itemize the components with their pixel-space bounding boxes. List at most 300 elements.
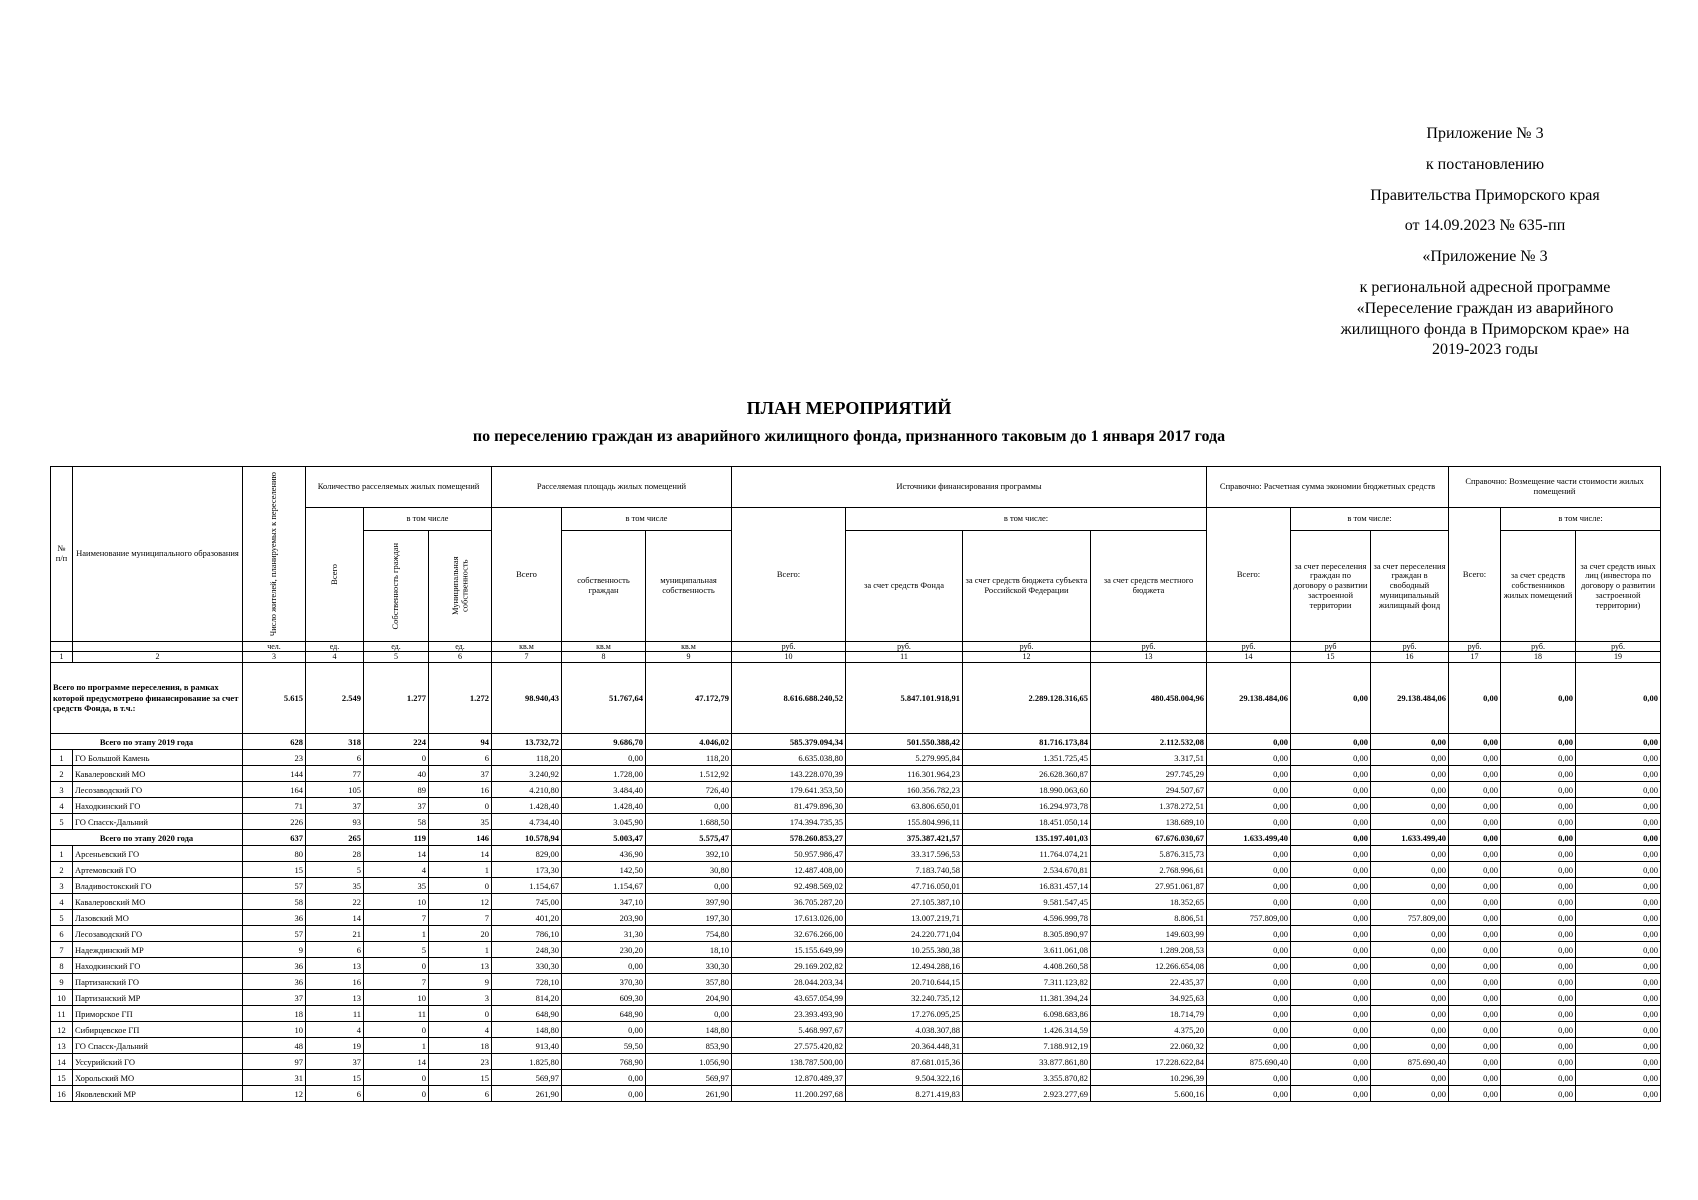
table-row	[51, 894, 1661, 910]
table-cell: 0,00	[1291, 926, 1371, 942]
column-number-cell: 11	[846, 652, 963, 663]
table-cell: 0,00	[1207, 974, 1291, 990]
table-cell: 1.728,00	[562, 766, 646, 782]
table-cell: 11.764.074,21	[963, 846, 1091, 862]
table-cell: 0,00	[1501, 1038, 1576, 1054]
unit-cell: руб.	[1207, 642, 1291, 652]
municipality-name: Владивостокский ГО	[73, 878, 243, 894]
savings-development-header: за счет переселения граждан по договору о развитии застроенной территории	[1291, 531, 1371, 642]
table-row	[51, 846, 1661, 862]
fund-header: за счет средств Фонда	[846, 531, 963, 642]
table-cell: 5.003,47	[562, 830, 646, 846]
table-cell: 0,00	[1449, 750, 1501, 766]
table-cell: 1.154,67	[492, 878, 562, 894]
unit-cell: руб.	[1501, 642, 1576, 652]
table-cell: 1.512,92	[646, 766, 732, 782]
table-cell: 0,00	[1576, 926, 1661, 942]
table-cell: 0,00	[1371, 1006, 1449, 1022]
table-cell: 31	[243, 1070, 306, 1086]
table-cell: 36	[243, 974, 306, 990]
table-cell: 37	[243, 990, 306, 1006]
table-cell: 0,00	[1291, 1086, 1371, 1102]
municipality-name: Находкинский ГО	[73, 798, 243, 814]
table-cell: 0,00	[1371, 766, 1449, 782]
municipality-name: Хорольский МО	[73, 1070, 243, 1086]
table-cell: 609,30	[562, 990, 646, 1006]
table-cell: 0,00	[1371, 926, 1449, 942]
row-number: 2	[51, 862, 73, 878]
table-cell: 0,00	[1207, 942, 1291, 958]
table-cell: 0,00	[1371, 1086, 1449, 1102]
reimb-total-header: Всего:	[1449, 508, 1501, 642]
table-cell: 0,00	[1207, 1070, 1291, 1086]
table-cell: 768,90	[562, 1054, 646, 1070]
table-cell: 12.266.654,08	[1091, 958, 1207, 974]
table-cell: 22.435,37	[1091, 974, 1207, 990]
table-cell: 16.294.973,78	[963, 798, 1091, 814]
table-cell: 23	[243, 750, 306, 766]
unit-cell: кв.м	[562, 642, 646, 652]
table-cell: 5.876.315,73	[1091, 846, 1207, 862]
column-number-cell: 9	[646, 652, 732, 663]
table-cell: 36	[243, 910, 306, 926]
table-cell: 1.426.314,59	[963, 1022, 1091, 1038]
table-cell: 37	[306, 798, 364, 814]
row-number: 12	[51, 1022, 73, 1038]
column-number-cell: 15	[1291, 652, 1371, 663]
table-cell: 4	[306, 1022, 364, 1038]
table-row	[51, 974, 1661, 990]
table-cell: 0,00	[1207, 846, 1291, 862]
table-cell: 0,00	[1449, 782, 1501, 798]
table-cell: 0,00	[1501, 814, 1576, 830]
row-number: 7	[51, 942, 73, 958]
table-cell: 1	[364, 926, 429, 942]
table-cell: 118,20	[646, 750, 732, 766]
table-cell: 0,00	[562, 1086, 646, 1102]
table-cell: 4.596.999,78	[963, 910, 1091, 926]
local-budget-header: за счет средств местного бюджета	[1091, 531, 1207, 642]
table-cell: 0,00	[646, 798, 732, 814]
area-municipal-header: муниципальная собственность	[646, 531, 732, 642]
rooms-incl-header: в том числе	[364, 508, 492, 531]
table-cell: 0,00	[1207, 878, 1291, 894]
annex-line-1: Приложение № 3	[1426, 125, 1544, 142]
table-cell: 5.600,16	[1091, 1086, 1207, 1102]
table-cell: 58	[243, 894, 306, 910]
table-cell: 0,00	[562, 958, 646, 974]
table-cell: 20.364.448,31	[846, 1038, 963, 1054]
table-cell: 0,00	[1501, 750, 1576, 766]
table-cell: 174.394.735,35	[732, 814, 846, 830]
annex-line-2: к постановлению	[1425, 155, 1545, 173]
table-cell: 0,00	[1449, 814, 1501, 830]
table-cell: 0,00	[1576, 814, 1661, 830]
table-cell: 87.681.015,36	[846, 1054, 963, 1070]
row-number: 13	[51, 1038, 73, 1054]
table-cell: 35	[306, 878, 364, 894]
savings-free-fund-header: за счет переселения граждан в свободный муниципальный жилищный фонд	[1371, 531, 1449, 642]
table-cell: 0,00	[1207, 1086, 1291, 1102]
table-cell: 18	[243, 1006, 306, 1022]
table-cell: 0,00	[1501, 878, 1576, 894]
table-cell: 297.745,29	[1091, 766, 1207, 782]
row-number: 6	[51, 926, 73, 942]
area-citizens-header: собственность граждан	[562, 531, 646, 642]
area-total-header: Всего	[492, 508, 562, 642]
table-cell: 261,90	[646, 1086, 732, 1102]
table-row	[51, 1070, 1661, 1086]
table-cell: 0,00	[1371, 1022, 1449, 1038]
table-cell: 0,00	[1449, 846, 1501, 862]
finance-total-header: Всего:	[732, 508, 846, 642]
table-cell: 0,00	[1576, 1006, 1661, 1022]
unit-cell: кв.м	[646, 642, 732, 652]
table-cell: 0,00	[1449, 798, 1501, 814]
table-row	[51, 1038, 1661, 1054]
table-cell: 0,00	[1291, 766, 1371, 782]
table-cell: 89	[364, 782, 429, 798]
column-number-cell: 1	[51, 652, 73, 663]
table-cell: 0,00	[1449, 734, 1501, 750]
table-cell: 105	[306, 782, 364, 798]
table-cell: 0,00	[646, 878, 732, 894]
table-cell: 0,00	[1291, 734, 1371, 750]
table-cell: 0,00	[1207, 1038, 1291, 1054]
table-cell: 2.289.128.316,65	[963, 663, 1091, 734]
annex-line-7: «Переселение граждан из аварийного	[1356, 299, 1614, 317]
table-cell: 330,30	[646, 958, 732, 974]
column-number-cell: 4	[306, 652, 364, 663]
unit-cell: ед.	[429, 642, 492, 652]
municipality-name: Сибирцевское ГП	[73, 1022, 243, 1038]
table-cell: 7.183.740,58	[846, 862, 963, 878]
row-number: 4	[51, 798, 73, 814]
table-cell: 0,00	[1449, 1038, 1501, 1054]
table-cell: 98.940,43	[492, 663, 562, 734]
document-subtitle: по переселению граждан из аварийного жилищного фонда, признанного таковым до 1 января 2017 года	[472, 428, 1226, 445]
table-cell: 1.351.725,45	[963, 750, 1091, 766]
table-cell: 2.534.670,81	[963, 862, 1091, 878]
table-cell: 3.355.870,82	[963, 1070, 1091, 1086]
table-cell: 726,40	[646, 782, 732, 798]
area-incl-header: в том числе	[562, 508, 732, 531]
table-cell: 18.352,65	[1091, 894, 1207, 910]
table-row	[51, 814, 1661, 830]
table-cell: 144	[243, 766, 306, 782]
table-cell: 10.578,94	[492, 830, 562, 846]
table-cell: 578.260.853,27	[732, 830, 846, 846]
table-cell: 3.317,51	[1091, 750, 1207, 766]
table-cell: 0	[364, 1070, 429, 1086]
row-number: 1	[51, 750, 73, 766]
table-cell: 0	[429, 1006, 492, 1022]
table-cell: 27.575.420,82	[732, 1038, 846, 1054]
table-cell: 0,00	[1449, 862, 1501, 878]
table-cell: 0,00	[1207, 798, 1291, 814]
table-cell: 375.387.421,57	[846, 830, 963, 846]
row-number: 14	[51, 1054, 73, 1070]
table-cell: 8.616.688.240,52	[732, 663, 846, 734]
table-row	[51, 910, 1661, 926]
table-cell: 21	[306, 926, 364, 942]
municipality-name: Кавалеровский МО	[73, 766, 243, 782]
rooms-total-header: Всего	[306, 508, 364, 642]
table-cell: 16	[306, 974, 364, 990]
table-cell: 14	[429, 846, 492, 862]
table-cell: 57	[243, 878, 306, 894]
table-row	[51, 926, 1661, 942]
table-cell: 0,00	[1449, 663, 1501, 734]
table-cell: 0,00	[1371, 878, 1449, 894]
resettlement-plan-table	[50, 466, 1661, 1102]
municipality-name: Лесозаводский ГО	[73, 926, 243, 942]
table-cell: 12.494.288,16	[846, 958, 963, 974]
table-cell: 913,40	[492, 1038, 562, 1054]
grand-total-row	[51, 663, 1661, 734]
table-cell: 0,00	[1207, 750, 1291, 766]
table-cell: 0,00	[1501, 1006, 1576, 1022]
table-cell: 226	[243, 814, 306, 830]
table-cell: 7	[364, 910, 429, 926]
table-cell: 1.428,40	[562, 798, 646, 814]
area-group-header: Расселяемая площадь жилых помещений	[492, 467, 732, 508]
column-number-cell: 16	[1371, 652, 1449, 663]
table-cell: 1.056,90	[646, 1054, 732, 1070]
table-cell: 0,00	[1449, 1086, 1501, 1102]
table-cell: 261,90	[492, 1086, 562, 1102]
row-number: 5	[51, 910, 73, 926]
table-cell: 3.484,40	[562, 782, 646, 798]
table-cell: 0,00	[1449, 942, 1501, 958]
table-cell: 3.611.061,08	[963, 942, 1091, 958]
table-cell: 8.271.419,83	[846, 1086, 963, 1102]
unit-cell: руб.	[1449, 642, 1501, 652]
table-cell: 0,00	[1576, 846, 1661, 862]
table-cell: 17.276.095,25	[846, 1006, 963, 1022]
column-number-cell: 18	[1501, 652, 1576, 663]
table-row	[51, 766, 1661, 782]
table-cell: 628	[243, 734, 306, 750]
row-number: 4	[51, 894, 73, 910]
table-cell: 0,00	[1449, 1054, 1501, 1070]
table-cell: 0,00	[1449, 926, 1501, 942]
table-cell: 0,00	[1291, 846, 1371, 862]
table-cell: 0,00	[1501, 1022, 1576, 1038]
table-cell: 35	[429, 814, 492, 830]
rooms-group-header: Количество расселяемых жилых помещений	[306, 467, 492, 508]
table-cell: 829,00	[492, 846, 562, 862]
municipality-name: ГО Спасск-Дальний	[73, 814, 243, 830]
table-cell: 57	[243, 926, 306, 942]
table-cell: 0,00	[1576, 1038, 1661, 1054]
table-cell: 0,00	[1576, 663, 1661, 734]
table-cell: 18,10	[646, 942, 732, 958]
table-cell: 32.240.735,12	[846, 990, 963, 1006]
table-cell: 0,00	[1501, 798, 1576, 814]
table-cell: 0	[364, 958, 429, 974]
reimb-incl-header: в том числе:	[1501, 508, 1661, 531]
table-cell: 10.296,39	[1091, 1070, 1207, 1086]
table-cell: 0,00	[1291, 663, 1371, 734]
table-cell: 0,00	[1449, 830, 1501, 846]
municipality-name: Уссурийский ГО	[73, 1054, 243, 1070]
stage-2020-total-row	[51, 830, 1661, 846]
table-cell: 29.169.202,82	[732, 958, 846, 974]
table-cell: 77	[306, 766, 364, 782]
table-cell: 80	[243, 846, 306, 862]
table-row	[51, 750, 1661, 766]
table-cell: 1.825,80	[492, 1054, 562, 1070]
table-cell: 1.633.499,40	[1207, 830, 1291, 846]
table-cell: 164	[243, 782, 306, 798]
col-name-header: Наименование муниципального образования	[73, 467, 243, 642]
table-cell: 648,90	[492, 1006, 562, 1022]
table-cell: 40	[364, 766, 429, 782]
table-cell: 50.957.986,47	[732, 846, 846, 862]
table-cell: 148,80	[646, 1022, 732, 1038]
table-cell: 0,00	[1291, 1006, 1371, 1022]
table-cell: 0,00	[1371, 974, 1449, 990]
annex-block	[1290, 124, 1680, 361]
table-cell: 3.045,90	[562, 814, 646, 830]
table-cell: 745,00	[492, 894, 562, 910]
table-cell: 47.716.050,01	[846, 878, 963, 894]
table-cell: 0,00	[1207, 766, 1291, 782]
table-cell: 0,00	[1291, 878, 1371, 894]
table-cell: 0,00	[1449, 1070, 1501, 1086]
table-cell: 0	[364, 750, 429, 766]
table-cell: 0,00	[1501, 1054, 1576, 1070]
table-cell: 119	[364, 830, 429, 846]
table-cell: 0,00	[1371, 798, 1449, 814]
table-cell: 2.768.996,61	[1091, 862, 1207, 878]
table-cell: 728,10	[492, 974, 562, 990]
unit-cell: руб.	[963, 642, 1091, 652]
table-cell: 0,00	[1371, 1038, 1449, 1054]
table-cell: 0,00	[1576, 958, 1661, 974]
row-number: 1	[51, 846, 73, 862]
table-cell: 0,00	[1291, 1070, 1371, 1086]
table-cell: 4.734,40	[492, 814, 562, 830]
table-cell: 2.923.277,69	[963, 1086, 1091, 1102]
table-cell: 146	[429, 830, 492, 846]
table-cell: 4.408.260,58	[963, 958, 1091, 974]
table-cell: 28	[306, 846, 364, 862]
table-cell: 37	[306, 1054, 364, 1070]
table-cell: 26.628.360,87	[963, 766, 1091, 782]
column-number-cell: 2	[73, 652, 243, 663]
table-cell: 480.458.004,96	[1091, 663, 1207, 734]
table-cell: 10	[364, 894, 429, 910]
table-row	[51, 1022, 1661, 1038]
table-cell: 19	[306, 1038, 364, 1054]
table-cell: 0,00	[1501, 990, 1576, 1006]
table-cell: 197,30	[646, 910, 732, 926]
table-cell: 0,00	[1449, 766, 1501, 782]
table-cell: 51.767,64	[562, 663, 646, 734]
table-cell: 585.379.094,34	[732, 734, 846, 750]
table-cell: 71	[243, 798, 306, 814]
table-cell: 0,00	[562, 1022, 646, 1038]
column-number-cell: 17	[1449, 652, 1501, 663]
table-cell: 8.305.890,97	[963, 926, 1091, 942]
table-cell: 4.210,80	[492, 782, 562, 798]
table-cell: 0,00	[1501, 782, 1576, 798]
table-cell: 0,00	[1576, 750, 1661, 766]
table-cell: 36	[243, 958, 306, 974]
reimbursement-group-header: Справочно: Возмещение части стоимости жилых помещений	[1449, 467, 1661, 508]
unit-cell: руб	[1291, 642, 1371, 652]
table-cell: 138.689,10	[1091, 814, 1207, 830]
table-cell: 6	[306, 942, 364, 958]
table-cell: 0,00	[1449, 1022, 1501, 1038]
table-cell: 1.272	[429, 663, 492, 734]
finance-incl-header: в том числе:	[846, 508, 1207, 531]
table-cell: 63.806.650,01	[846, 798, 963, 814]
table-cell: 14	[364, 846, 429, 862]
table-cell: 17.613.026,00	[732, 910, 846, 926]
table-cell: 0,00	[1207, 1006, 1291, 1022]
table-cell: 6	[429, 750, 492, 766]
unit-cell: ед.	[364, 642, 429, 652]
table-cell: 224	[364, 734, 429, 750]
table-cell: 14	[364, 1054, 429, 1070]
table-cell: 0,00	[1449, 958, 1501, 974]
table-cell: 0,00	[1449, 974, 1501, 990]
table-cell: 0,00	[1576, 782, 1661, 798]
annex-line-4: от 14.09.2023 № 635-пп	[1404, 217, 1566, 235]
table-cell: 27.105.387,10	[846, 894, 963, 910]
table-cell: 0,00	[1371, 990, 1449, 1006]
table-cell: 0,00	[1371, 894, 1449, 910]
table-cell: 0,00	[1501, 846, 1576, 862]
table-cell: 0,00	[1449, 990, 1501, 1006]
table-cell: 0,00	[1501, 663, 1576, 734]
table-cell: 0,00	[1576, 1086, 1661, 1102]
row-number: 10	[51, 990, 73, 1006]
table-cell: 33.317.596,53	[846, 846, 963, 862]
annex-line-8: жилищного фонда в Приморском крае» на	[1340, 320, 1630, 338]
row-number: 3	[51, 878, 73, 894]
table-cell: 0,00	[1501, 766, 1576, 782]
table-cell: 11.200.297,68	[732, 1086, 846, 1102]
table-cell: 12.870.489,37	[732, 1070, 846, 1086]
table-cell: 29.138.484,06	[1371, 663, 1449, 734]
municipality-name: Артемовский ГО	[73, 862, 243, 878]
table-cell: 7.188.912,19	[963, 1038, 1091, 1054]
table-cell: 27.951.061,87	[1091, 878, 1207, 894]
table-cell: 135.197.401,03	[963, 830, 1091, 846]
table-cell: 0,00	[1576, 1054, 1661, 1070]
table-cell: 12	[243, 1086, 306, 1102]
table-cell: 9.686,70	[562, 734, 646, 750]
table-cell: 4	[364, 862, 429, 878]
table-row	[51, 958, 1661, 974]
table-cell: 34.925,63	[1091, 990, 1207, 1006]
table-cell: 0,00	[1501, 942, 1576, 958]
table-row	[51, 1006, 1661, 1022]
table-cell: 6	[306, 750, 364, 766]
table-cell: 436,90	[562, 846, 646, 862]
table-cell: 160.356.782,23	[846, 782, 963, 798]
table-cell: 786,10	[492, 926, 562, 942]
table-cell: 23.393.493,90	[732, 1006, 846, 1022]
table-cell: 230,20	[562, 942, 646, 958]
table-cell: 149.603,99	[1091, 926, 1207, 942]
reimb-others-header: за счет средств иных лиц (инвестора по договору о развитии застроенной территории)	[1576, 531, 1661, 642]
table-cell: 0,00	[1501, 1086, 1576, 1102]
